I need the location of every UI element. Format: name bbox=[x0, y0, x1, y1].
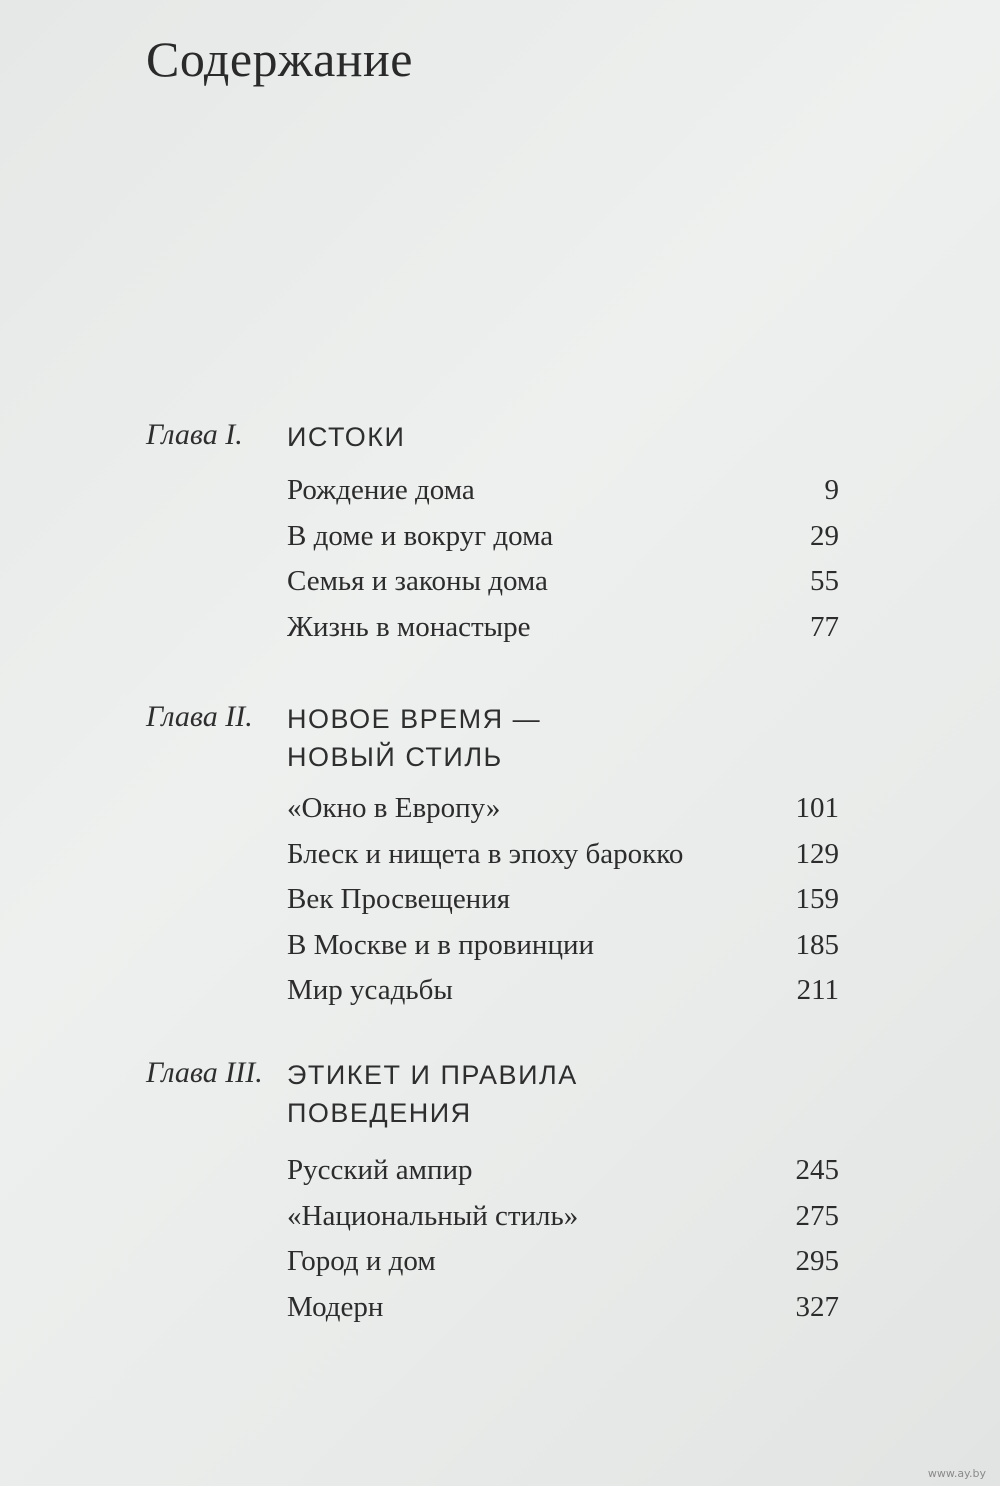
toc-entry bbox=[287, 883, 839, 929]
entry-page: 55 bbox=[810, 565, 839, 597]
entry-name: Семья и законы дома bbox=[287, 565, 548, 597]
toc-entry bbox=[287, 565, 839, 611]
entry-page: 101 bbox=[795, 792, 839, 824]
entry-page: 159 bbox=[795, 883, 839, 915]
toc-entry bbox=[287, 792, 839, 838]
chapter-title-line: ЭТИКЕТ И ПРАВИЛА bbox=[287, 1060, 578, 1090]
chapter-label: Глава III. bbox=[146, 1056, 263, 1089]
entry-page: 245 bbox=[795, 1154, 839, 1186]
toc-entry bbox=[287, 1200, 839, 1246]
chapter-entries bbox=[287, 1154, 839, 1336]
toc-entry bbox=[287, 929, 839, 975]
entry-name: «Национальный стиль» bbox=[287, 1199, 579, 1232]
entry-name: Рождение дома bbox=[287, 474, 475, 506]
toc-entry bbox=[287, 520, 839, 566]
chapter-title-line: НОВОЕ ВРЕМЯ — bbox=[287, 704, 542, 734]
entry-page: 327 bbox=[795, 1290, 839, 1323]
entry-name: Мир усадьбы bbox=[287, 974, 453, 1006]
entry-name: Век Просвещения bbox=[287, 883, 511, 915]
watermark: www.ay.by bbox=[927, 1467, 986, 1480]
entry-name: Жизнь в монастыре bbox=[287, 610, 531, 643]
entry-name: Блеск и нищета в эпоху барокко bbox=[287, 837, 684, 870]
toc-entry bbox=[287, 1154, 839, 1200]
entry-name: В Москве и в провинции bbox=[287, 928, 595, 961]
entry-page: 77 bbox=[810, 610, 839, 643]
entry-page: 275 bbox=[795, 1199, 839, 1232]
toc-entry bbox=[287, 838, 839, 884]
entry-name: Русский ампир bbox=[287, 1154, 473, 1186]
chapter-title bbox=[287, 418, 405, 456]
chapter-title-line: ПОВЕДЕНИЯ bbox=[287, 1098, 472, 1128]
chapter-entries bbox=[287, 474, 839, 656]
entry-page: 185 bbox=[795, 928, 839, 961]
entry-page: 9 bbox=[824, 474, 839, 506]
entry-page: 211 bbox=[796, 974, 839, 1006]
entry-page: 129 bbox=[795, 837, 839, 870]
toc-entry bbox=[287, 611, 839, 657]
entry-name: Город и дом bbox=[287, 1245, 436, 1277]
chapter-label: Глава II. bbox=[146, 700, 253, 733]
chapter-title bbox=[287, 1056, 578, 1132]
entry-page: 295 bbox=[795, 1245, 839, 1277]
chapter-title bbox=[287, 700, 541, 776]
chapter-title-line: ИСТОКИ bbox=[287, 422, 406, 452]
entry-name: В доме и вокруг дома bbox=[287, 519, 554, 552]
page-title: Содержание bbox=[146, 31, 413, 87]
chapter-label: Глава I. bbox=[146, 418, 243, 451]
toc-entry bbox=[287, 474, 839, 520]
toc-entry bbox=[287, 974, 839, 1020]
toc-entry bbox=[287, 1245, 839, 1291]
entry-name: «Окно в Европу» bbox=[287, 792, 501, 824]
entry-name: Модерн bbox=[287, 1290, 384, 1323]
chapter-entries bbox=[287, 792, 839, 1020]
toc-entry bbox=[287, 1291, 839, 1337]
entry-page: 29 bbox=[810, 519, 839, 552]
chapter-title-line: НОВЫЙ СТИЛЬ bbox=[287, 742, 503, 772]
